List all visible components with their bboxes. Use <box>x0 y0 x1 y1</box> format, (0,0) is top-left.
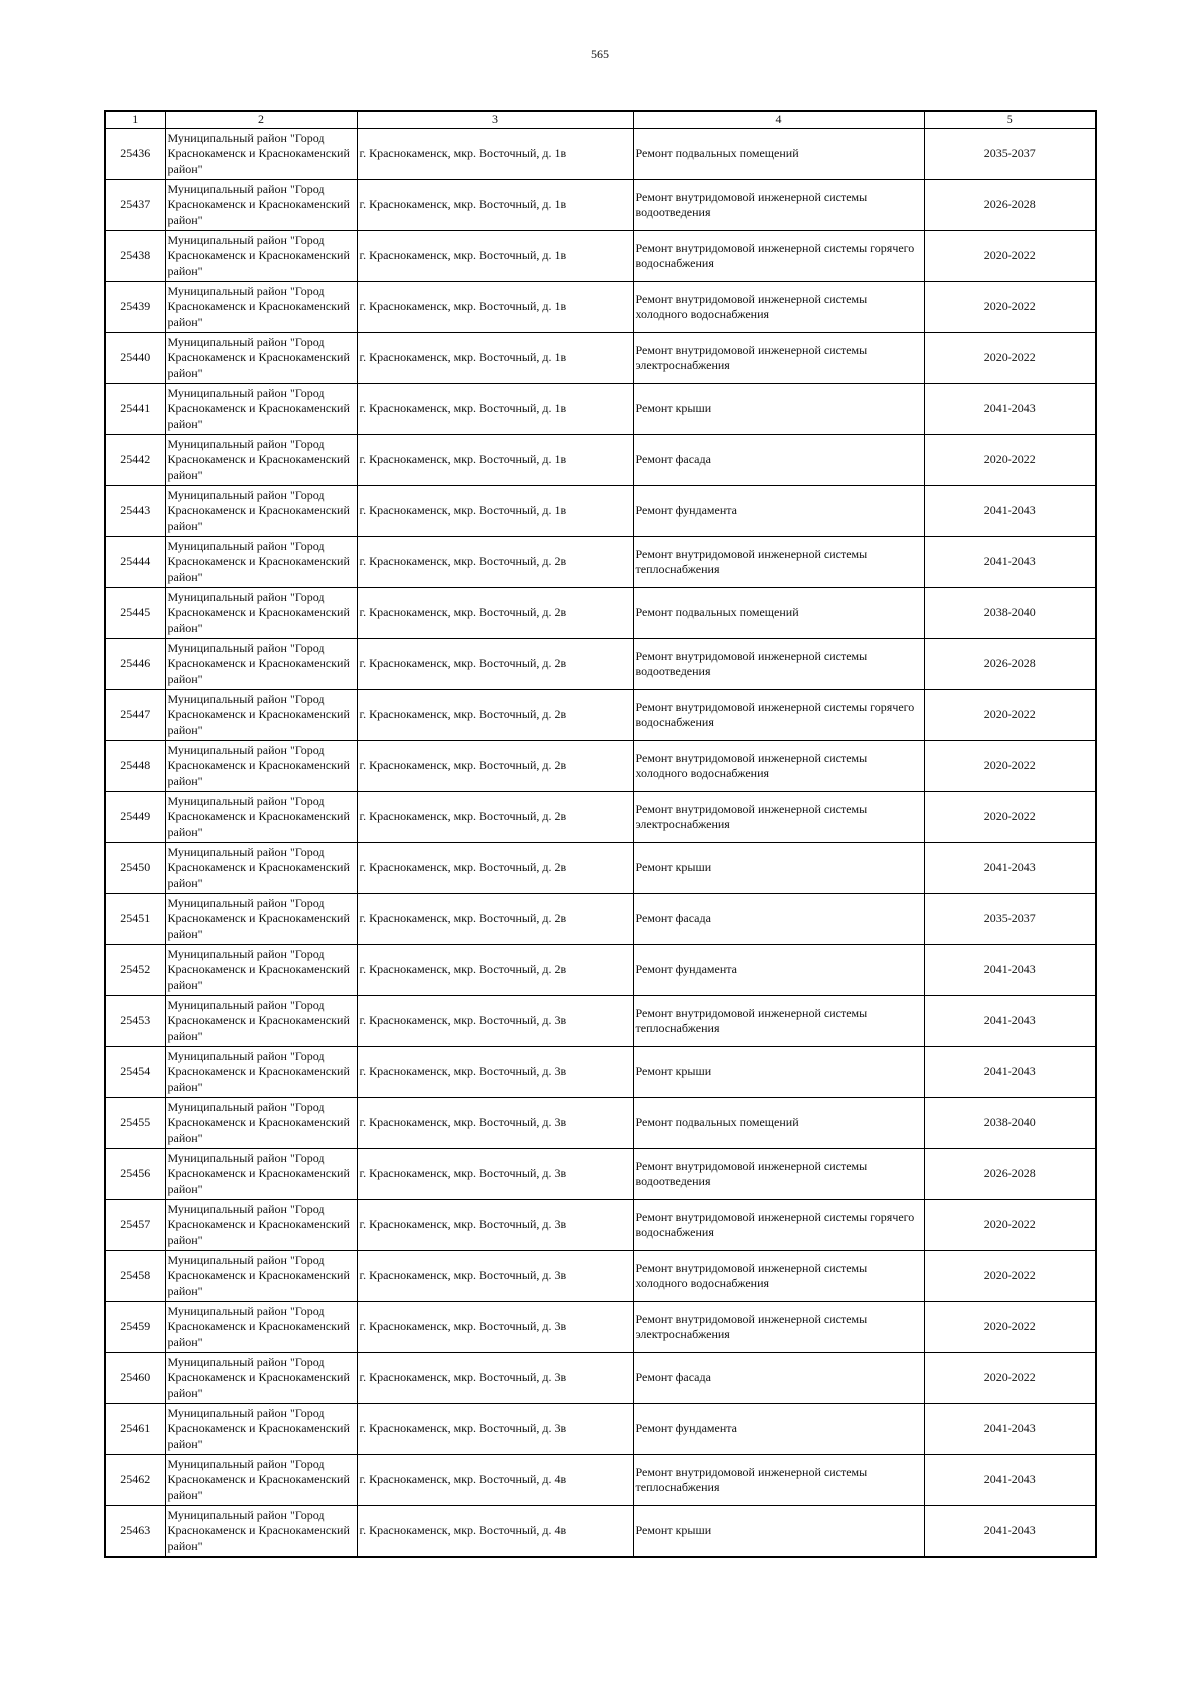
municipality-cell: Муниципальный район "Город Краснокаменск и Краснокаменский район" <box>165 384 357 435</box>
header-row <box>105 111 1096 129</box>
column-header: 2 <box>165 111 357 129</box>
period-cell: 2026-2028 <box>924 1149 1096 1200</box>
period-cell: 2035-2037 <box>924 894 1096 945</box>
municipality-cell: Муниципальный район "Город Краснокаменск и Краснокаменский район" <box>165 1200 357 1251</box>
municipality-cell: Муниципальный район "Город Краснокаменск и Краснокаменский район" <box>165 537 357 588</box>
municipality-cell: Муниципальный район "Город Краснокаменск и Краснокаменский район" <box>165 333 357 384</box>
table-row <box>105 435 1096 486</box>
row-number-cell: 25439 <box>105 282 165 333</box>
work-type-cell: Ремонт внутридомовой инженерной системы теплоснабжения <box>633 537 924 588</box>
address-cell: г. Краснокаменск, мкр. Восточный, д. 3в <box>357 1200 633 1251</box>
municipality-cell: Муниципальный район "Город Краснокаменск и Краснокаменский район" <box>165 792 357 843</box>
municipality-cell: Муниципальный район "Город Краснокаменск и Краснокаменский район" <box>165 435 357 486</box>
work-type-cell: Ремонт внутридомовой инженерной системы электроснабжения <box>633 333 924 384</box>
work-type-cell: Ремонт внутридомовой инженерной системы водоотведения <box>633 639 924 690</box>
period-cell: 2041-2043 <box>924 384 1096 435</box>
municipality-cell: Муниципальный район "Город Краснокаменск и Краснокаменский район" <box>165 741 357 792</box>
repair-schedule-table <box>104 110 1097 1558</box>
table-row <box>105 1251 1096 1302</box>
work-type-cell: Ремонт внутридомовой инженерной системы холодного водоснабжения <box>633 1251 924 1302</box>
work-type-cell: Ремонт внутридомовой инженерной системы электроснабжения <box>633 792 924 843</box>
table-row <box>105 384 1096 435</box>
table-row <box>105 1200 1096 1251</box>
municipality-cell: Муниципальный район "Город Краснокаменск и Краснокаменский район" <box>165 129 357 180</box>
address-cell: г. Краснокаменск, мкр. Восточный, д. 1в <box>357 486 633 537</box>
address-cell: г. Краснокаменск, мкр. Восточный, д. 3в <box>357 1047 633 1098</box>
address-cell: г. Краснокаменск, мкр. Восточный, д. 3в <box>357 996 633 1047</box>
address-cell: г. Краснокаменск, мкр. Восточный, д. 1в <box>357 384 633 435</box>
table-row <box>105 792 1096 843</box>
period-cell: 2020-2022 <box>924 741 1096 792</box>
period-cell: 2038-2040 <box>924 1098 1096 1149</box>
municipality-cell: Муниципальный район "Город Краснокаменск и Краснокаменский район" <box>165 1047 357 1098</box>
address-cell: г. Краснокаменск, мкр. Восточный, д. 3в <box>357 1149 633 1200</box>
municipality-cell: Муниципальный район "Город Краснокаменск и Краснокаменский район" <box>165 1353 357 1404</box>
period-cell: 2020-2022 <box>924 282 1096 333</box>
table-row <box>105 945 1096 996</box>
address-cell: г. Краснокаменск, мкр. Восточный, д. 2в <box>357 894 633 945</box>
address-cell: г. Краснокаменск, мкр. Восточный, д. 1в <box>357 231 633 282</box>
row-number-cell: 25436 <box>105 129 165 180</box>
work-type-cell: Ремонт внутридомовой инженерной системы горячего водоснабжения <box>633 690 924 741</box>
period-cell: 2041-2043 <box>924 486 1096 537</box>
row-number-cell: 25454 <box>105 1047 165 1098</box>
row-number-cell: 25453 <box>105 996 165 1047</box>
municipality-cell: Муниципальный район "Город Краснокаменск и Краснокаменский район" <box>165 945 357 996</box>
table-row <box>105 282 1096 333</box>
row-number-cell: 25442 <box>105 435 165 486</box>
municipality-cell: Муниципальный район "Город Краснокаменск и Краснокаменский район" <box>165 486 357 537</box>
address-cell: г. Краснокаменск, мкр. Восточный, д. 1в <box>357 180 633 231</box>
address-cell: г. Краснокаменск, мкр. Восточный, д. 4в <box>357 1455 633 1506</box>
address-cell: г. Краснокаменск, мкр. Восточный, д. 1в <box>357 333 633 384</box>
period-cell: 2041-2043 <box>924 1506 1096 1558</box>
work-type-cell: Ремонт крыши <box>633 843 924 894</box>
row-number-cell: 25441 <box>105 384 165 435</box>
address-cell: г. Краснокаменск, мкр. Восточный, д. 2в <box>357 945 633 996</box>
address-cell: г. Краснокаменск, мкр. Восточный, д. 3в <box>357 1404 633 1455</box>
address-cell: г. Краснокаменск, мкр. Восточный, д. 1в <box>357 282 633 333</box>
work-type-cell: Ремонт крыши <box>633 384 924 435</box>
period-cell: 2020-2022 <box>924 792 1096 843</box>
table-row <box>105 1149 1096 1200</box>
row-number-cell: 25448 <box>105 741 165 792</box>
table-row <box>105 996 1096 1047</box>
row-number-cell: 25463 <box>105 1506 165 1558</box>
row-number-cell: 25447 <box>105 690 165 741</box>
address-cell: г. Краснокаменск, мкр. Восточный, д. 3в <box>357 1353 633 1404</box>
row-number-cell: 25446 <box>105 639 165 690</box>
municipality-cell: Муниципальный район "Город Краснокаменск и Краснокаменский район" <box>165 282 357 333</box>
municipality-cell: Муниципальный район "Город Краснокаменск и Краснокаменский район" <box>165 1404 357 1455</box>
column-header: 5 <box>924 111 1096 129</box>
row-number-cell: 25460 <box>105 1353 165 1404</box>
row-number-cell: 25450 <box>105 843 165 894</box>
period-cell: 2020-2022 <box>924 333 1096 384</box>
table-row <box>105 333 1096 384</box>
period-cell: 2026-2028 <box>924 639 1096 690</box>
municipality-cell: Муниципальный район "Город Краснокаменск и Краснокаменский район" <box>165 690 357 741</box>
table-body <box>105 129 1096 1558</box>
table-row <box>105 690 1096 741</box>
table-row <box>105 1353 1096 1404</box>
work-type-cell: Ремонт внутридомовой инженерной системы теплоснабжения <box>633 996 924 1047</box>
municipality-cell: Муниципальный район "Город Краснокаменск и Краснокаменский район" <box>165 1455 357 1506</box>
table-row <box>105 639 1096 690</box>
row-number-cell: 25445 <box>105 588 165 639</box>
address-cell: г. Краснокаменск, мкр. Восточный, д. 2в <box>357 588 633 639</box>
address-cell: г. Краснокаменск, мкр. Восточный, д. 3в <box>357 1098 633 1149</box>
period-cell: 2020-2022 <box>924 1302 1096 1353</box>
period-cell: 2020-2022 <box>924 1251 1096 1302</box>
table-row <box>105 843 1096 894</box>
work-type-cell: Ремонт внутридомовой инженерной системы горячего водоснабжения <box>633 231 924 282</box>
table-row <box>105 180 1096 231</box>
column-header: 4 <box>633 111 924 129</box>
address-cell: г. Краснокаменск, мкр. Восточный, д. 2в <box>357 741 633 792</box>
period-cell: 2020-2022 <box>924 1353 1096 1404</box>
municipality-cell: Муниципальный район "Город Краснокаменск и Краснокаменский район" <box>165 1098 357 1149</box>
work-type-cell: Ремонт фасада <box>633 435 924 486</box>
work-type-cell: Ремонт фасада <box>633 894 924 945</box>
period-cell: 2020-2022 <box>924 435 1096 486</box>
table-header <box>105 111 1096 129</box>
work-type-cell: Ремонт подвальных помещений <box>633 588 924 639</box>
row-number-cell: 25444 <box>105 537 165 588</box>
row-number-cell: 25462 <box>105 1455 165 1506</box>
table-row <box>105 1455 1096 1506</box>
row-number-cell: 25437 <box>105 180 165 231</box>
address-cell: г. Краснокаменск, мкр. Восточный, д. 2в <box>357 690 633 741</box>
period-cell: 2041-2043 <box>924 1047 1096 1098</box>
municipality-cell: Муниципальный район "Город Краснокаменск и Краснокаменский район" <box>165 1251 357 1302</box>
period-cell: 2041-2043 <box>924 537 1096 588</box>
work-type-cell: Ремонт фасада <box>633 1353 924 1404</box>
address-cell: г. Краснокаменск, мкр. Восточный, д. 2в <box>357 537 633 588</box>
work-type-cell: Ремонт крыши <box>633 1047 924 1098</box>
table-row <box>105 231 1096 282</box>
municipality-cell: Муниципальный район "Город Краснокаменск и Краснокаменский район" <box>165 180 357 231</box>
address-cell: г. Краснокаменск, мкр. Восточный, д. 1в <box>357 435 633 486</box>
row-number-cell: 25443 <box>105 486 165 537</box>
table-row <box>105 486 1096 537</box>
period-cell: 2020-2022 <box>924 231 1096 282</box>
address-cell: г. Краснокаменск, мкр. Восточный, д. 2в <box>357 843 633 894</box>
period-cell: 2020-2022 <box>924 1200 1096 1251</box>
work-type-cell: Ремонт фундамента <box>633 486 924 537</box>
table-row <box>105 741 1096 792</box>
work-type-cell: Ремонт подвальных помещений <box>633 1098 924 1149</box>
row-number-cell: 25455 <box>105 1098 165 1149</box>
municipality-cell: Муниципальный район "Город Краснокаменск и Краснокаменский район" <box>165 894 357 945</box>
page-number: 565 <box>591 47 609 61</box>
municipality-cell: Муниципальный район "Город Краснокаменск и Краснокаменский район" <box>165 1302 357 1353</box>
row-number-cell: 25449 <box>105 792 165 843</box>
address-cell: г. Краснокаменск, мкр. Восточный, д. 4в <box>357 1506 633 1558</box>
work-type-cell: Ремонт внутридомовой инженерной системы горячего водоснабжения <box>633 1200 924 1251</box>
row-number-cell: 25459 <box>105 1302 165 1353</box>
period-cell: 2020-2022 <box>924 690 1096 741</box>
municipality-cell: Муниципальный район "Город Краснокаменск и Краснокаменский район" <box>165 639 357 690</box>
municipality-cell: Муниципальный район "Город Краснокаменск и Краснокаменский район" <box>165 231 357 282</box>
row-number-cell: 25461 <box>105 1404 165 1455</box>
municipality-cell: Муниципальный район "Город Краснокаменск и Краснокаменский район" <box>165 1149 357 1200</box>
table-row <box>105 129 1096 180</box>
work-type-cell: Ремонт внутридомовой инженерной системы холодного водоснабжения <box>633 741 924 792</box>
work-type-cell: Ремонт внутридомовой инженерной системы холодного водоснабжения <box>633 282 924 333</box>
row-number-cell: 25458 <box>105 1251 165 1302</box>
row-number-cell: 25457 <box>105 1200 165 1251</box>
work-type-cell: Ремонт внутридомовой инженерной системы водоотведения <box>633 1149 924 1200</box>
municipality-cell: Муниципальный район "Город Краснокаменск и Краснокаменский район" <box>165 588 357 639</box>
address-cell: г. Краснокаменск, мкр. Восточный, д. 3в <box>357 1251 633 1302</box>
period-cell: 2038-2040 <box>924 588 1096 639</box>
table-row <box>105 537 1096 588</box>
table-row <box>105 1404 1096 1455</box>
work-type-cell: Ремонт крыши <box>633 1506 924 1558</box>
period-cell: 2041-2043 <box>924 945 1096 996</box>
work-type-cell: Ремонт подвальных помещений <box>633 129 924 180</box>
period-cell: 2041-2043 <box>924 843 1096 894</box>
municipality-cell: Муниципальный район "Город Краснокаменск и Краснокаменский район" <box>165 843 357 894</box>
work-type-cell: Ремонт внутридомовой инженерной системы теплоснабжения <box>633 1455 924 1506</box>
table-row <box>105 1506 1096 1558</box>
column-header: 1 <box>105 111 165 129</box>
period-cell: 2041-2043 <box>924 1404 1096 1455</box>
address-cell: г. Краснокаменск, мкр. Восточный, д. 2в <box>357 639 633 690</box>
work-type-cell: Ремонт внутридомовой инженерной системы электроснабжения <box>633 1302 924 1353</box>
period-cell: 2026-2028 <box>924 180 1096 231</box>
work-type-cell: Ремонт фундамента <box>633 945 924 996</box>
address-cell: г. Краснокаменск, мкр. Восточный, д. 2в <box>357 792 633 843</box>
period-cell: 2041-2043 <box>924 996 1096 1047</box>
work-type-cell: Ремонт внутридомовой инженерной системы водоотведения <box>633 180 924 231</box>
work-type-cell: Ремонт фундамента <box>633 1404 924 1455</box>
row-number-cell: 25440 <box>105 333 165 384</box>
period-cell: 2035-2037 <box>924 129 1096 180</box>
table-row <box>105 1047 1096 1098</box>
municipality-cell: Муниципальный район "Город Краснокаменск и Краснокаменский район" <box>165 996 357 1047</box>
table-row <box>105 1098 1096 1149</box>
row-number-cell: 25456 <box>105 1149 165 1200</box>
period-cell: 2041-2043 <box>924 1455 1096 1506</box>
row-number-cell: 25452 <box>105 945 165 996</box>
row-number-cell: 25451 <box>105 894 165 945</box>
table-row <box>105 588 1096 639</box>
address-cell: г. Краснокаменск, мкр. Восточный, д. 3в <box>357 1302 633 1353</box>
row-number-cell: 25438 <box>105 231 165 282</box>
column-header: 3 <box>357 111 633 129</box>
table-row <box>105 894 1096 945</box>
address-cell: г. Краснокаменск, мкр. Восточный, д. 1в <box>357 129 633 180</box>
table-row <box>105 1302 1096 1353</box>
municipality-cell: Муниципальный район "Город Краснокаменск и Краснокаменский район" <box>165 1506 357 1558</box>
